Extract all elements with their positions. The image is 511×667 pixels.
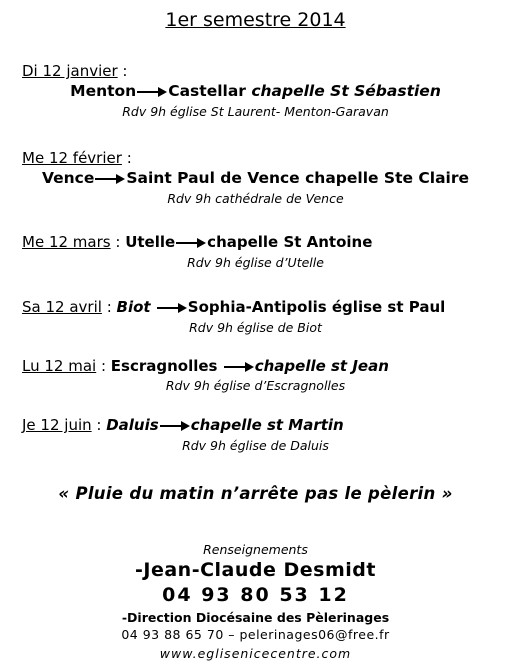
route-to: Sophia-Antipolis église st Paul xyxy=(187,298,446,316)
contact-name: -Jean-Claude Desmidt xyxy=(135,559,376,581)
contact-label: Renseignements xyxy=(203,542,308,557)
entry-date: Di 12 janvier xyxy=(22,62,118,80)
route-from: Daluis xyxy=(106,416,159,434)
route-from: Vence xyxy=(41,169,95,187)
entry-date-line: Me 12 mars : Utelle chapelle St Antoine xyxy=(22,233,373,251)
entry-date-line: Di 12 janvier : xyxy=(22,62,128,80)
route-to: Saint Paul de Vence chapelle Ste Claire xyxy=(126,169,470,187)
route-to: chapelle st Jean xyxy=(254,357,389,375)
entry-route xyxy=(0,169,511,187)
arrow-right-icon xyxy=(95,174,125,184)
route-to: chapelle st Martin xyxy=(190,416,344,434)
entry-rdv: Rdv 9h église St Laurent- Menton-Garavan xyxy=(122,104,389,119)
entry-rdv: Rdv 9h église d’Escragnolles xyxy=(165,378,346,393)
entry-date-line: Lu 12 mai : Escragnolles chapelle st Jean xyxy=(22,357,389,375)
route-from: Biot xyxy=(116,298,156,316)
entry-date-line: Je 12 juin : Daluis chapelle st Martin xyxy=(22,416,344,434)
contact-website: www.eglisenicecentre.com xyxy=(159,646,352,661)
entry-rdv: Rdv 9h église de Daluis xyxy=(182,438,329,453)
arrow-right-icon xyxy=(176,238,206,248)
route-from: Menton xyxy=(70,82,137,100)
route-to-italic: chapelle St Sébastien xyxy=(251,82,441,100)
entry-date-line: Sa 12 avril : Biot Sophia-Antipolis église st Paul xyxy=(22,298,446,316)
entry-rdv: Rdv 9h église de Biot xyxy=(189,320,322,335)
entry-date: Me 12 février xyxy=(22,149,122,167)
contact-phone-email: 04 93 88 65 70 – pelerinages06@free.fr xyxy=(121,627,390,642)
entry-rdv: Rdv 9h cathédrale de Vence xyxy=(167,191,344,206)
route-to: Castellar xyxy=(168,82,252,100)
entry-rdv: Rdv 9h église d’Utelle xyxy=(187,255,324,270)
route-from: Utelle xyxy=(125,233,176,251)
quote: « Pluie du matin n’arrête pas le pèlerin » xyxy=(58,484,453,503)
arrow-right-icon xyxy=(137,87,167,97)
contact-phone: 04 93 80 53 12 xyxy=(162,584,349,606)
page-title: 1er semestre 2014 xyxy=(165,9,346,31)
entry-date: Lu 12 mai xyxy=(22,357,97,375)
entry-date-line: Me 12 février : xyxy=(22,149,132,167)
arrow-right-icon xyxy=(224,362,254,372)
entry-date: Je 12 juin xyxy=(22,416,92,434)
entry-date: Me 12 mars xyxy=(22,233,111,251)
entry-route xyxy=(0,82,511,100)
route-from: Escragnolles xyxy=(110,357,223,375)
entry-date: Sa 12 avril xyxy=(22,298,102,316)
route-to: chapelle St Antoine xyxy=(207,233,373,251)
contact-direction: -Direction Diocésaine des Pèlerinages xyxy=(121,610,390,625)
arrow-right-icon xyxy=(160,421,190,431)
arrow-right-icon xyxy=(157,303,187,313)
